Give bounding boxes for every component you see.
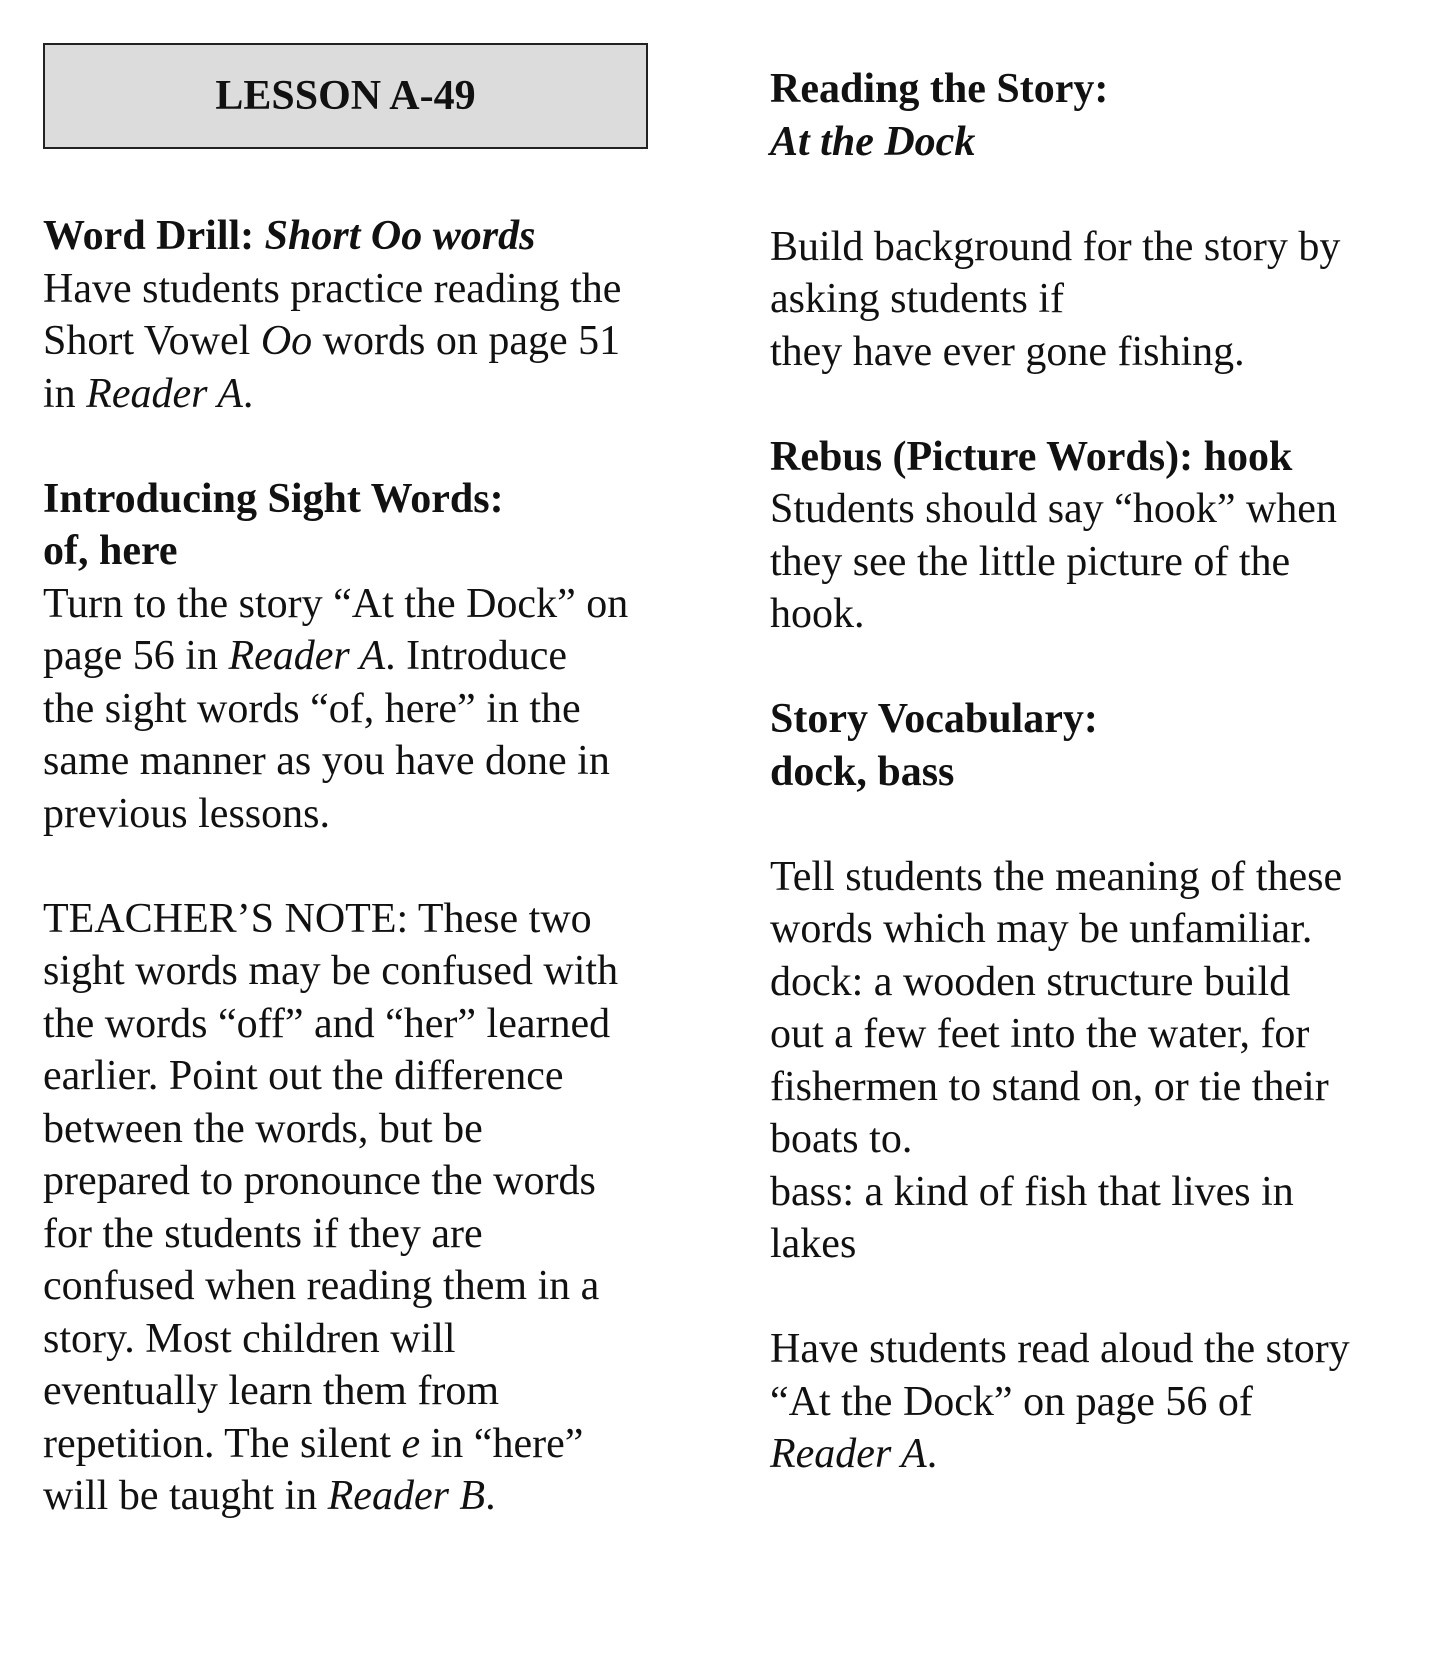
- word-drill-text: in Reader A.: [43, 370, 254, 417]
- reading-story-heading: Reading the Story:: [770, 66, 1109, 112]
- read-aloud-text: “At the Dock” on page 56 of: [770, 1378, 1253, 1425]
- sight-words-text: same manner as you have done in: [43, 738, 610, 784]
- teacher-note-text: sight words may be confused with: [43, 948, 619, 994]
- teacher-note-text: between the words, but be: [43, 1105, 483, 1152]
- vocabulary-text: dock: a wooden structure build: [770, 958, 1291, 1005]
- read-aloud-text: Have students read aloud the story: [770, 1326, 1350, 1372]
- vocabulary-text: fishermen to stand on, or tie their: [770, 1063, 1329, 1110]
- sight-words-list: of, here: [43, 528, 178, 574]
- sight-words-text: the sight words “of, here” in the: [43, 685, 581, 732]
- teacher-note-text: TEACHER’S NOTE: These two: [43, 895, 592, 942]
- word-drill-heading: Word Drill: Short Oo words: [43, 213, 536, 259]
- background-text: asking students if: [770, 276, 1064, 322]
- teacher-note-text: story. Most children will: [43, 1315, 456, 1362]
- vocabulary-text: bass: a kind of fish that lives in: [770, 1168, 1294, 1215]
- teacher-note-text: will be taught in Reader B.: [43, 1473, 496, 1519]
- word-drill-text: Short Vowel Oo words on page 51: [43, 318, 621, 364]
- vocabulary-text: Tell students the meaning of these: [770, 853, 1343, 900]
- teacher-note-text: for the students if they are: [43, 1210, 483, 1257]
- teacher-note-text: prepared to pronounce the words: [43, 1158, 596, 1204]
- vocabulary-heading: Story Vocabulary:: [770, 696, 1098, 742]
- rebus-heading: Rebus (Picture Words): hook: [770, 433, 1293, 480]
- rebus-text: Students should say “hook” when: [770, 486, 1337, 532]
- left-column: [43, 210, 693, 1523]
- right-column: [770, 63, 1430, 1481]
- background-text: Build background for the story by: [770, 223, 1341, 270]
- lesson-title: LESSON A-49: [215, 73, 476, 119]
- story-title: At the Dock: [770, 118, 976, 165]
- vocabulary-text: boats to.: [770, 1116, 913, 1162]
- vocabulary-text: words which may be unfamiliar.: [770, 906, 1313, 952]
- lesson-title-box: [43, 43, 648, 149]
- background-text: they have ever gone fishing.: [770, 328, 1245, 375]
- read-aloud-text: Reader A.: [770, 1431, 938, 1477]
- word-drill-text: Have students practice reading the: [43, 265, 622, 312]
- vocabulary-text: lakes: [770, 1221, 857, 1267]
- teacher-note-text: repetition. The silent e in “here”: [43, 1420, 584, 1467]
- teacher-note-text: earlier. Point out the difference: [43, 1053, 564, 1099]
- rebus-text: hook.: [770, 591, 865, 637]
- sight-words-text: Turn to the story “At the Dock” on: [43, 580, 629, 627]
- teacher-note-text: the words “off” and “her” learned: [43, 1000, 611, 1047]
- sight-words-heading: Introducing Sight Words:: [43, 475, 504, 522]
- teacher-note-text: confused when reading them in a: [43, 1263, 600, 1309]
- sight-words-text: previous lessons.: [43, 790, 330, 837]
- sight-words-text: page 56 in Reader A. Introduce: [43, 633, 568, 679]
- rebus-text: they see the little picture of the: [770, 538, 1291, 585]
- teacher-note-text: eventually learn them from: [43, 1368, 499, 1414]
- vocabulary-words: dock, bass: [770, 748, 955, 795]
- vocabulary-text: out a few feet into the water, for: [770, 1011, 1310, 1057]
